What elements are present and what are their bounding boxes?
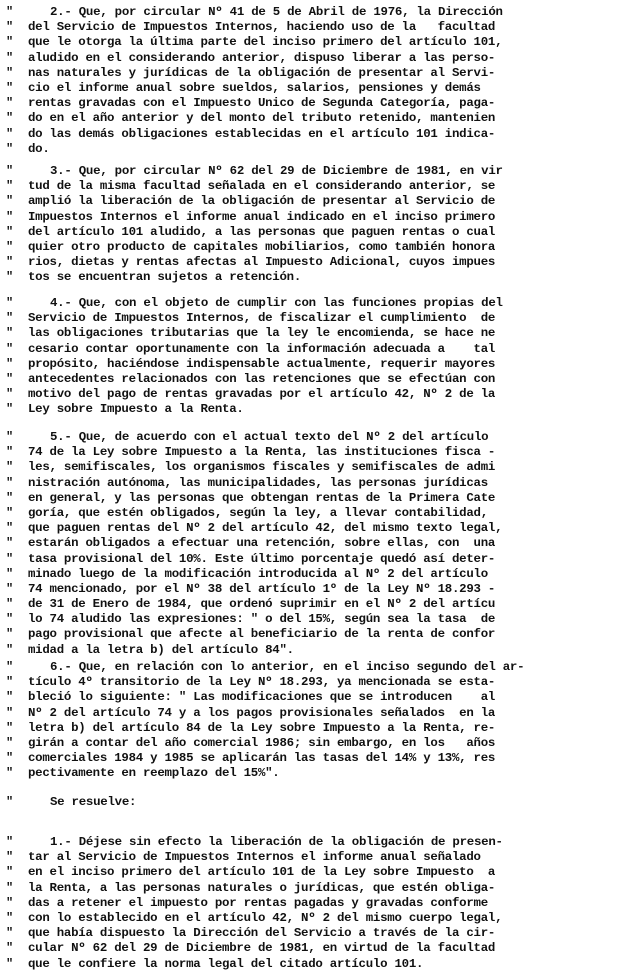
quote-mark: " — [6, 505, 14, 520]
line-text: tasa provisional del 10%. Este último porcentaje quedó así deter- — [28, 551, 496, 566]
text-line — [6, 627, 626, 642]
line-text: goría, que estén obligados, según la ley, a llevar contabilidad, — [28, 505, 488, 520]
text-line — [6, 179, 626, 194]
text-line — [6, 881, 626, 896]
quote-mark: " — [6, 895, 14, 910]
text-line — [6, 736, 626, 751]
quote-mark: " — [6, 490, 14, 505]
quote-mark: " — [6, 50, 14, 65]
text-line — [6, 865, 626, 880]
quote-mark: " — [6, 35, 14, 50]
quote-mark: " — [6, 597, 14, 612]
text-line — [6, 372, 626, 387]
line-text: 5.- Que, de acuerdo con el actual texto del Nº 2 del artículo — [50, 430, 489, 444]
quote-mark: " — [6, 795, 14, 809]
text-line — [6, 296, 626, 311]
quote-mark: " — [6, 445, 14, 460]
line-text: la Renta, a las personas naturales o jurídicas, que estén obliga- — [28, 880, 496, 895]
text-line — [6, 476, 626, 491]
line-text: de 31 de Enero de 1984, que ordenó suprimir en el Nº 2 del artícu — [28, 597, 496, 612]
text-line — [6, 430, 626, 445]
quote-mark: " — [6, 402, 14, 417]
quote-mark: " — [6, 371, 14, 386]
line-text: 3.- Que, por circular Nº 62 del 29 de Diciembre de 1981, en vir — [50, 164, 503, 178]
text-line — [6, 342, 626, 357]
text-line — [6, 751, 626, 766]
quote-mark: " — [6, 224, 14, 239]
text-line — [6, 660, 626, 675]
text-line — [6, 643, 626, 658]
quote-mark: " — [6, 270, 14, 285]
quote-mark: " — [6, 126, 14, 141]
line-text: 74 mencionado, por el Nº 38 del artículo 1º de la Ley Nº 18.293 - — [28, 581, 496, 596]
line-text: comerciales 1984 y 1985 se aplicarán las tasas del 14% y 13%, res — [28, 751, 496, 766]
line-text: 2.- Que, por circular Nº 41 de 5 de Abril de 1976, la Dirección — [50, 5, 503, 19]
text-line — [6, 51, 626, 66]
quote-mark: " — [6, 179, 14, 194]
quote-mark: " — [6, 880, 14, 895]
quote-mark: " — [6, 956, 14, 971]
line-text: con lo establecido en el artículo 42, Nº 2 del mismo cuerpo legal, — [28, 910, 503, 925]
quote-mark: " — [6, 194, 14, 209]
quote-mark: " — [6, 475, 14, 490]
quote-mark: " — [6, 80, 14, 95]
text-line — [6, 536, 626, 551]
text-line — [6, 210, 626, 225]
line-text: cesario contar oportunamente con la información adecuada a tal — [28, 341, 496, 356]
quote-mark: " — [6, 720, 14, 735]
text-line — [6, 270, 626, 285]
line-text: propósito, haciéndose indispensable actualmente, requerir mayores — [28, 356, 496, 371]
line-text: les, semifiscales, los organismos fiscales y semifiscales de admi — [28, 460, 496, 475]
line-text: 6.- Que, en relación con lo anterior, en el inciso segundo del ar- — [50, 660, 525, 674]
text-line — [6, 941, 626, 956]
line-text: do. — [28, 141, 50, 156]
quote-mark: " — [6, 675, 14, 690]
line-text: bleció lo siguiente: " Las modificaciones que se introducen al — [28, 690, 496, 705]
text-line — [6, 911, 626, 926]
quote-mark: " — [6, 209, 14, 224]
quote-mark: " — [6, 627, 14, 642]
quote-mark: " — [6, 865, 14, 880]
quote-mark: " — [6, 111, 14, 126]
resolution-heading — [6, 795, 626, 810]
quote-mark: " — [6, 356, 14, 371]
quote-mark: " — [6, 430, 14, 444]
text-line — [6, 612, 626, 627]
quote-mark: " — [6, 705, 14, 720]
line-text: que le otorga la última parte del inciso primero del artículo 101, — [28, 35, 503, 50]
line-text: del Servicio de Impuestos Internos, haciendo uso de la facultad — [28, 20, 496, 35]
text-line — [6, 896, 626, 911]
line-text: estarán obligados a efectuar una retención, sobre ellas, con una — [28, 536, 496, 551]
quote-mark: " — [6, 341, 14, 356]
line-text: del artículo 101 aludido, a las personas que paguen rentas o cual — [28, 224, 496, 239]
quote-mark: " — [6, 941, 14, 956]
quote-mark: " — [6, 690, 14, 705]
line-text: 1.- Déjese sin efecto la liberación de la obligación de presen- — [50, 835, 503, 849]
quote-mark: " — [6, 926, 14, 941]
quote-mark: " — [6, 735, 14, 750]
text-line — [6, 387, 626, 402]
quote-mark: " — [6, 521, 14, 536]
quote-mark: " — [6, 642, 14, 657]
line-text: cio el informe anual sobre sueldos, salarios, pensiones y demás — [28, 80, 481, 95]
quote-mark: " — [6, 566, 14, 581]
text-line — [6, 926, 626, 941]
quote-mark: " — [6, 612, 14, 627]
text-line — [6, 491, 626, 506]
text-line — [6, 766, 626, 781]
line-text: que le confiere la norma legal del citado artículo 101. — [28, 956, 424, 971]
line-text: amplió la liberación de la obligación de presentar al Servicio de — [28, 194, 496, 209]
quote-mark: " — [6, 751, 14, 766]
quote-mark: " — [6, 850, 14, 865]
line-text: do las demás obligaciones establecidas en el artículo 101 indica- — [28, 126, 496, 141]
text-line — [6, 721, 626, 736]
line-text: Ley sobre Impuesto a la Renta. — [28, 402, 244, 417]
quote-mark: " — [6, 460, 14, 475]
text-line — [6, 142, 626, 157]
text-line — [6, 850, 626, 865]
text-line — [6, 326, 626, 341]
quote-mark: " — [6, 551, 14, 566]
paragraph-5 — [6, 430, 626, 658]
line-text: nas naturales y jurídicas de la obligación de presentar al Servi- — [28, 65, 496, 80]
line-text: motivo del pago de rentas gravadas por el artículo 42, Nº 2 de la — [28, 387, 496, 402]
text-line — [6, 675, 626, 690]
quote-mark: " — [6, 536, 14, 551]
line-text: en el inciso primero del artículo 101 de la Ley sobre Impuesto a — [28, 865, 496, 880]
text-line — [6, 81, 626, 96]
quote-mark: " — [6, 581, 14, 596]
quote-mark: " — [6, 326, 14, 341]
text-line — [6, 597, 626, 612]
text-line — [6, 706, 626, 721]
quote-mark: " — [6, 96, 14, 111]
line-text: 4.- Que, con el objeto de cumplir con las funciones propias del — [50, 296, 503, 310]
line-text: tículo 4º transitorio de la Ley Nº 18.293, ya mencionada se esta- — [28, 675, 496, 690]
line-text: aludido en el considerando anterior, dispuso liberar a las perso- — [28, 50, 496, 65]
line-text: tud de la misma facultad señalada en el considerando anterior, se — [28, 179, 496, 194]
line-text: das a retener el impuesto por rentas pagadas y gravadas conforme — [28, 895, 488, 910]
text-line — [6, 240, 626, 255]
line-text: midad a la letra b) del artículo 84". — [28, 642, 294, 657]
line-text: Nº 2 del artículo 74 y a los pagos provisionales señalados en la — [28, 705, 496, 720]
quote-mark: " — [6, 910, 14, 925]
text-line — [6, 20, 626, 35]
text-line — [6, 460, 626, 475]
quote-mark: " — [6, 387, 14, 402]
line-text: rentas gravadas con el Impuesto Unico de Segunda Categoría, paga- — [28, 96, 496, 111]
line-text: Se resuelve: — [50, 795, 137, 809]
quote-mark: " — [6, 835, 14, 849]
paragraph-6 — [6, 660, 626, 782]
line-text: do en el año anterior y del monto del tributo retenido, mantenien — [28, 111, 496, 126]
paragraph-3 — [6, 164, 626, 286]
quote-mark: " — [6, 141, 14, 156]
text-line — [6, 567, 626, 582]
text-line — [6, 835, 626, 850]
text-line — [6, 255, 626, 270]
text-line — [6, 402, 626, 417]
text-line — [6, 521, 626, 536]
text-line — [6, 127, 626, 142]
quote-mark: " — [6, 766, 14, 781]
text-line — [6, 194, 626, 209]
text-line — [6, 225, 626, 240]
quote-mark: " — [6, 239, 14, 254]
quote-mark: " — [6, 164, 14, 178]
line-text: 74 de la Ley sobre Impuesto a la Renta, las instituciones fisca - — [28, 445, 496, 460]
text-line — [6, 552, 626, 567]
text-line — [6, 506, 626, 521]
line-text: pago provisional que afecte al beneficiario de la renta de confor — [28, 627, 496, 642]
quote-mark: " — [6, 660, 14, 674]
paragraph-4 — [6, 296, 626, 418]
line-text: letra b) del artículo 84 de la Ley sobre Impuesto a la Renta, re- — [28, 720, 496, 735]
line-text: nistración autónoma, las municipalidades, las personas jurídicas — [28, 475, 488, 490]
line-text: rios, dietas y rentas afectas al Impuesto Adicional, cuyos impues — [28, 255, 496, 270]
quote-mark: " — [6, 255, 14, 270]
line-text: lo 74 aludido las expresiones: " o del 15%, según sea la tasa de — [28, 612, 496, 627]
text-line — [6, 164, 626, 179]
resolution-1 — [6, 835, 626, 972]
line-text: pectivamente en reemplazo del 15%". — [28, 766, 280, 781]
text-line — [6, 66, 626, 81]
line-text: que había dispuesto la Dirección del Servicio a través de la cir- — [28, 926, 496, 941]
line-text: minado luego de la modificación introducida al Nº 2 del artículo — [28, 566, 488, 581]
text-line — [6, 5, 626, 20]
text-line — [6, 111, 626, 126]
quote-mark: " — [6, 65, 14, 80]
text-line — [6, 957, 626, 972]
text-line — [6, 357, 626, 372]
paragraph-2 — [6, 5, 626, 157]
text-line — [6, 582, 626, 597]
line-text: las obligaciones tributarias que la ley le encomienda, se hace ne — [28, 326, 496, 341]
line-text: que paguen rentas del Nº 2 del artículo 42, del mismo texto legal, — [28, 521, 503, 536]
line-text: quier otro producto de capitales mobiliarios, como también honora — [28, 239, 496, 254]
text-line — [6, 795, 626, 810]
quote-mark: " — [6, 20, 14, 35]
line-text: tos se encuentran sujetos a retención. — [28, 270, 302, 285]
line-text: Servicio de Impuestos Internos, de fiscalizar el cumplimiento de — [28, 311, 496, 326]
line-text: tar al Servicio de Impuestos Internos el informe anual señalado — [28, 850, 481, 865]
line-text: girán a contar del año comercial 1986; sin embargo, en los años — [28, 735, 496, 750]
text-line — [6, 35, 626, 50]
quote-mark: " — [6, 5, 14, 19]
text-line — [6, 445, 626, 460]
line-text: Impuestos Internos el informe anual indicado en el inciso primero — [28, 209, 496, 224]
text-line — [6, 96, 626, 111]
text-line — [6, 311, 626, 326]
line-text: cular Nº 62 del 29 de Diciembre de 1981, en virtud de la facultad — [28, 941, 496, 956]
quote-mark: " — [6, 311, 14, 326]
quote-mark: " — [6, 296, 14, 310]
line-text: en general, y las personas que obtengan rentas de la Primera Cate — [28, 490, 496, 505]
text-line — [6, 690, 626, 705]
line-text: antecedentes relacionados con las retenciones que se efectúan con — [28, 371, 496, 386]
